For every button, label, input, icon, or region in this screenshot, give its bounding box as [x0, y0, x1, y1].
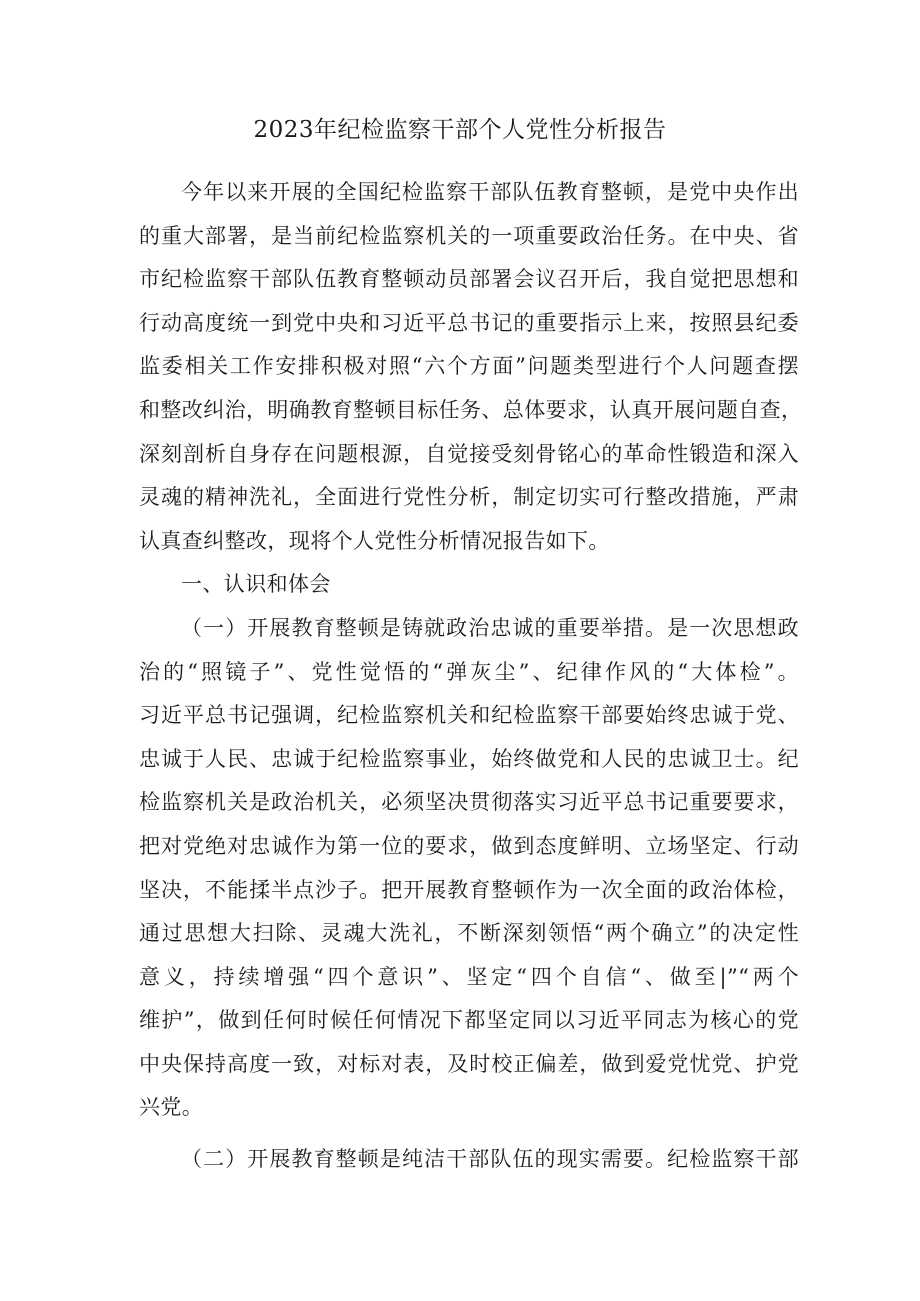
- document-title: 2023年纪检监察干部个人党性分析报告: [253, 117, 667, 143]
- paragraph-line: （二）开展教育整顿是纯洁干部队伍的现实需要。纪检监察干部: [181, 1147, 799, 1172]
- paragraph-line: 坚决，不能揉半点沙子。把开展教育整顿作为一次全面的政治体检，: [139, 877, 799, 902]
- paragraph-line: 中央保持高度一致，对标对表，及时校正偏差，做到爱党忧党、护党: [139, 1051, 799, 1076]
- intro-line: 灵魂的精神洗礼，全面进行党性分析，制定切实可行整改措施，严肃: [139, 485, 799, 510]
- intro-line: 行动高度统一到党中央和习近平总书记的重要指示上来，按照县纪委: [139, 310, 799, 335]
- paragraph-line: 检监察机关是政治机关，必须坚决贯彻落实习近平总书记重要要求，: [139, 790, 799, 815]
- intro-line: 市纪检监察干部队伍教育整顿动员部署会议召开后，我自觉把思想和: [139, 267, 799, 292]
- intro-line: 和整改纠治，明确教育整顿目标任务、总体要求，认真开展问题自查，: [139, 397, 803, 422]
- intro-line: 监委相关工作安排积极对照“六个方面”问题类型进行个人问题查摆: [139, 354, 799, 379]
- document-body: [139, 171, 803, 1182]
- intro-line: 深刻剖析自身存在问题根源，自觉接受刻骨铭心的革命性锻造和深入: [139, 441, 799, 466]
- intro-line: 认真查纠整改，现将个人党性分析情况报告如下。: [139, 528, 610, 553]
- paragraph-line: 治的“照镜子”、党性觉悟的“弹灰尘”、纪律作风的“大体检”。: [139, 659, 799, 684]
- paragraph-line: 兴党。: [139, 1095, 204, 1120]
- paragraph-gap: [139, 1130, 799, 1138]
- paragraph-line: 把对党绝对忠诚作为第一位的要求，做到态度鲜明、立场坚定、行动: [139, 833, 799, 858]
- paragraph-line: 通过思想大扫除、灵魂大洗礼，不断深刻领悟“两个确立”的决定性: [139, 921, 799, 946]
- paragraph-line: 意义，持续增强“四个意识”、坚定“四个自信“、做至|”“两个: [139, 964, 799, 989]
- paragraph-line: 习近平总书记强调，纪检监察机关和纪检监察干部要始终忠诚于党、: [139, 703, 799, 728]
- intro-line: 今年以来开展的全国纪检监察干部队伍教育整顿，是党中央作出: [181, 180, 799, 204]
- section-heading: 一、认识和体会: [181, 572, 331, 597]
- paragraph-line: 忠诚于人民、忠诚于纪检监察事业，始终做党和人民的忠诚卫士。纪: [139, 746, 799, 771]
- paragraph-line: （一）开展教育整顿是铸就政治忠诚的重要举措。是一次思想政: [181, 615, 799, 640]
- intro-line: 的重大部署，是当前纪检监察机关的一项重要政治任务。在中央、省: [139, 223, 799, 248]
- paragraph-line: 维护”，做到任何时候任何情况下都坚定同以习近平同志为核心的党: [139, 1008, 799, 1033]
